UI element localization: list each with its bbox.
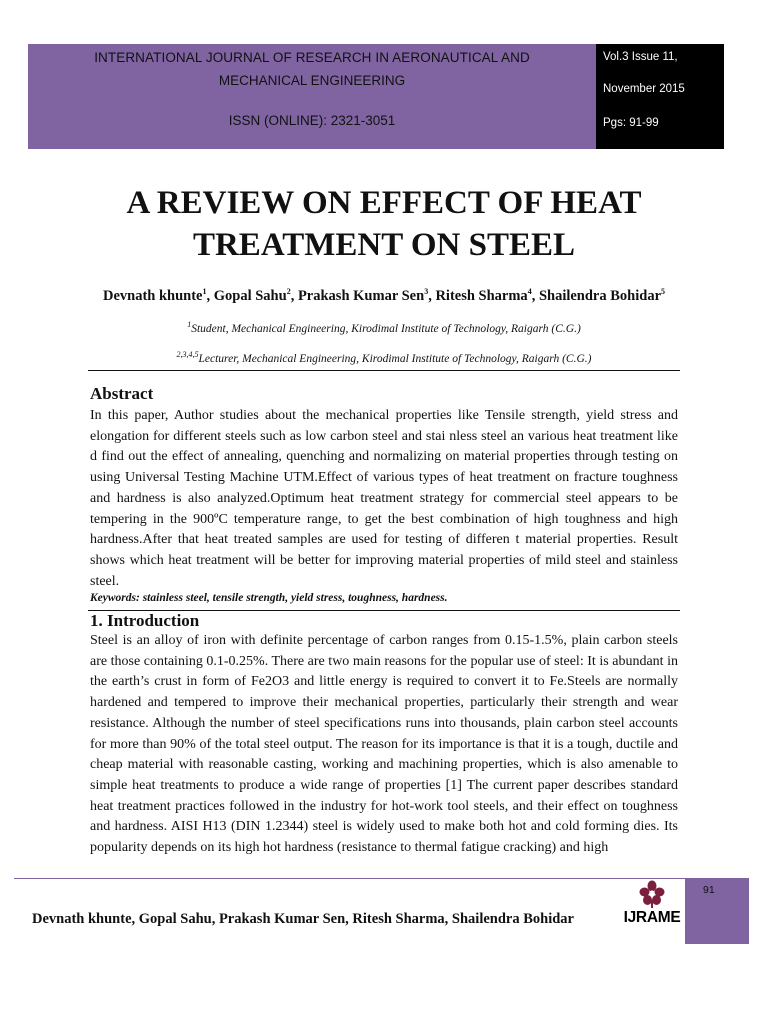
journal-name-line1: INTERNATIONAL JOURNAL OF RESEARCH IN AERONAUTICAL AND xyxy=(94,50,530,65)
author-list: Devnath khunte$^1$, Gopal Sahu$^2$, Prakash Kumar Sen$^3$, Ritesh Sharma$^4$, Shailendra Bohidar$^5$ xyxy=(102,287,666,304)
footer-divider xyxy=(14,878,685,879)
author-sup: 5 xyxy=(661,287,666,296)
issue-volume: Vol.3 Issue 11, xyxy=(603,51,678,63)
flower-icon xyxy=(639,880,665,908)
journal-logo xyxy=(619,880,685,930)
footer-authors: Devnath khunte, Gopal Sahu, Prakash Kumar Sen, Ritesh Sharma, Shailendra Bohidar xyxy=(32,911,574,927)
paper-title-line1: A REVIEW ON EFFECT OF HEAT xyxy=(126,185,642,221)
journal-name-line2: MECHANICAL ENGINEERING xyxy=(218,73,406,88)
author-sup: 1 xyxy=(202,287,207,296)
paper-title-line2: TREATMENT ON STEEL xyxy=(192,227,576,263)
affiliation-sup: 1 xyxy=(187,320,192,329)
journal-issn: ISSN (ONLINE): 2321-3051 xyxy=(228,113,396,128)
author-sup: 2 xyxy=(286,287,291,296)
author-name: Ritesh Sharma xyxy=(435,287,528,304)
issue-info-box xyxy=(596,44,724,149)
keywords: Keywords: stainless steel, tensile strength, yield stress, toughness, hardness. xyxy=(90,592,448,604)
author-sup: 4 xyxy=(527,287,532,296)
author-sup: 3 xyxy=(424,287,429,296)
paper-title xyxy=(60,182,708,266)
affiliation-text: Student, Mechanical Engineering, Kirodimal Institute of Technology, Raigarh (C.G.) xyxy=(191,322,581,335)
issue-date: November 2015 xyxy=(603,83,685,95)
author-name: Gopal Sahu xyxy=(213,287,287,304)
affiliation-lecturer xyxy=(40,350,728,365)
affiliation-text: Lecturer, Mechanical Engineering, Kirodimal Institute of Technology, Raigarh (C.G.) xyxy=(198,352,592,365)
issue-pages: Pgs: 91-99 xyxy=(603,117,659,129)
author-name: Prakash Kumar Sen xyxy=(297,287,425,304)
abstract-text: In this paper, Author studies about the mechanical properties like Tensile strength, yield stress and elongation for different steels such as low carbon steel and stai nless steel an various heat treatment like d find out the effect of annealing, quenching and normalizing on material properties through testing on using Universal Testing Machine UTM.Effect of various types of heat treatment on fracture toughness and hardness is also analyzed.Optimum heat treatment strategy for commercial steel appears to be tempering in the 900ºC temperature range, to get the best combination of high toughness and high hardness.After that heat treated samples are used for testing of differen t material properties. Result shows which heat treatment will be better for improving material properties of mild steel and stainless steel. xyxy=(90,408,678,589)
author-name: Devnath khunte xyxy=(102,287,203,304)
abstract-heading: Abstract xyxy=(90,384,154,403)
author-name: Shailendra Bohidar xyxy=(538,287,662,304)
page-number: 91 xyxy=(703,884,715,896)
introduction-heading: 1. Introduction xyxy=(90,611,200,630)
affiliation-sup: 2,3,4,5 xyxy=(176,350,199,359)
footer-page-band xyxy=(685,878,749,944)
divider xyxy=(88,370,680,371)
affiliation-student xyxy=(40,320,728,335)
introduction-text: Steel is an alloy of iron with definite percentage of carbon ranges from 0.15-1.5%, plain carbon steels are those containing 0.1-0.25%. There are two main reasons for the popular use of steel: It is abundant in the earth’s crust in form of Fe2O3 and little energy is required to convert it to Fe.Steels are normally hardened and tempered to improve their mechanical properties, particularly their strength and wear resistance. Although the number of steel specifications runs into thousands, plain carbon steel accounts for more than 90% of the total steel output. The reason for its importance is that it is a tough, ductile and cheap material with reasonable casting, working and machining properties, which is also amenable to simple heat treatments to produce a wide range of properties [1] The current paper describes standard heat treatment practices followed in the industry for hot-work tool steels, and their effect on toughness and hardness. AISI H13 (DIN 1.2344) steel is widely used to make both hot and cold forming dies. Its popularity depends on its high hot hardness (resistance to thermal fatigue cracking) and high xyxy=(90,633,678,856)
journal-header-band xyxy=(28,44,596,149)
logo-text: IJRAME xyxy=(623,909,681,926)
